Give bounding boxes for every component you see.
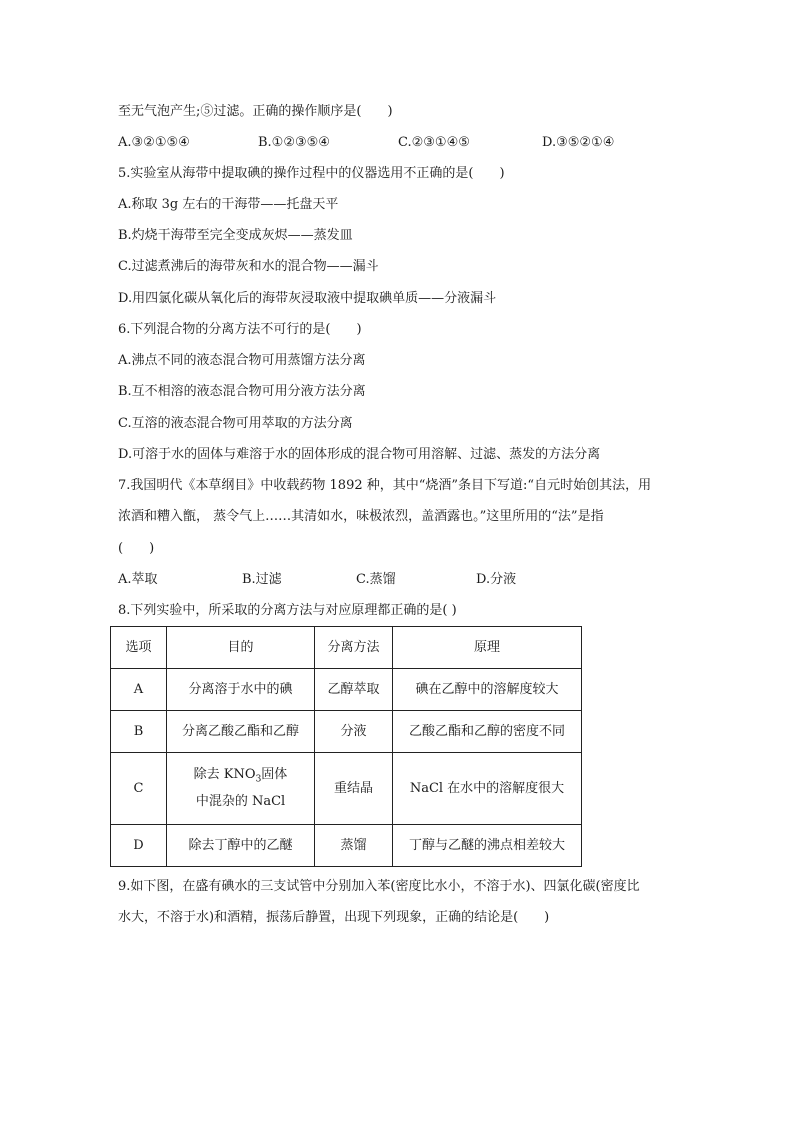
row-principle: 碘在乙醇中的溶解度较大 [393, 669, 582, 711]
q4-option-c: C.②③①④⑤ [398, 135, 470, 150]
q9-stem-line2: 水大，不溶于水)和酒精，振荡后静置，出现下列现象，正确的结论是( ) [118, 910, 550, 925]
q6-option-d: D.可溶于水的固体与难溶于水的固体形成的混合物可用溶解、过滤、蒸发的方法分离 [118, 447, 601, 462]
q6-stem: 6.下列混合物的分离方法不可行的是( ) [118, 322, 362, 337]
row-option: B [111, 711, 167, 753]
row-purpose: 除去丁醇中的乙醚 [167, 825, 315, 867]
q4-option-a: A.③②①⑤④ [118, 135, 190, 150]
row-principle: NaCl 在水中的溶解度很大 [393, 753, 582, 825]
header-principle: 原理 [393, 627, 582, 669]
purpose-line1: 除去 $KNO_3$固体 [193, 767, 288, 785]
row-method: 重结晶 [315, 753, 393, 825]
q5-stem: 5.实验室从海带中提取碘的操作过程中的仪器选用不正确的是( ) [118, 166, 505, 181]
q7-option-b: B.过滤 [242, 572, 282, 587]
q7-stem-line3: ( ) [118, 541, 155, 556]
q9-stem-line1: 9.如下图，在盛有碘水的三支试管中分别加入苯(密度比水小，不溶于水)、四氯化碳(密度比 [118, 879, 640, 894]
q7-stem-line2: 浓酒和糟入甑， 蒸令气上……其清如水，味极浓烈，盖酒露也。”这里所用的“法”是指 [118, 509, 604, 524]
table-row [111, 825, 582, 867]
q6-option-b: B.互不相溶的液态混合物可用分液方法分离 [118, 384, 366, 399]
row-method: 蒸馏 [315, 825, 393, 867]
row-option: D [111, 825, 167, 867]
table-row [111, 753, 582, 825]
q4-option-d: D.③⑤②①④ [542, 135, 615, 150]
q8-table [110, 626, 582, 867]
row-option: C [111, 753, 167, 825]
row-method: 分液 [315, 711, 393, 753]
header-purpose: 目的 [167, 627, 315, 669]
q7-option-d: D.分液 [476, 572, 517, 587]
row-purpose: 分离乙酸乙酯和乙醇 [167, 711, 315, 753]
header-method: 分离方法 [315, 627, 393, 669]
q5-option-a: A.称取 3g 左右的干海带——托盘天平 [118, 197, 339, 212]
row-purpose: 分离溶于水中的碘 [167, 669, 315, 711]
q7-option-a: A.萃取 [118, 572, 158, 587]
header-option: 选项 [111, 627, 167, 669]
row-method: 乙醇萃取 [315, 669, 393, 711]
row-option: A [111, 669, 167, 711]
q8-stem: 8.下列实验中，所采取的分离方法与对应原理都正确的是( ) [118, 603, 457, 618]
purpose-line2: 中混杂的 NaCl [195, 793, 286, 809]
q5-option-b: B.灼烧干海带至完全变成灰烬——蒸发皿 [118, 228, 353, 243]
q7-option-c: C.蒸馏 [356, 572, 396, 587]
table-row [111, 711, 582, 753]
q5-option-d: D.用四氯化碳从氧化后的海带灰浸取液中提取碘单质——分液漏斗 [118, 291, 497, 306]
q6-option-c: C.互溶的液态混合物可用萃取的方法分离 [118, 416, 353, 431]
q4-option-b: B.①②③⑤④ [258, 135, 330, 150]
row-principle: 乙酸乙酯和乙醇的密度不同 [393, 711, 582, 753]
table-row [111, 669, 582, 711]
q5-option-c: C.过滤煮沸后的海带灰和水的混合物——漏斗 [118, 259, 379, 274]
table-header-row [111, 627, 582, 669]
q7-stem-line1: 7.我国明代《本草纲目》中收载药物 1892 种，其中“烧酒”条目下写道:“自元时始创其法，用 [118, 478, 652, 493]
row-principle: 丁醇与乙醚的沸点相差较大 [393, 825, 582, 867]
q4-stem-tail: 至无气泡产生;⑤过滤。正确的操作顺序是( ) [118, 104, 393, 119]
row-purpose [167, 753, 315, 825]
q6-option-a: A.沸点不同的液态混合物可用蒸馏方法分离 [118, 353, 366, 368]
